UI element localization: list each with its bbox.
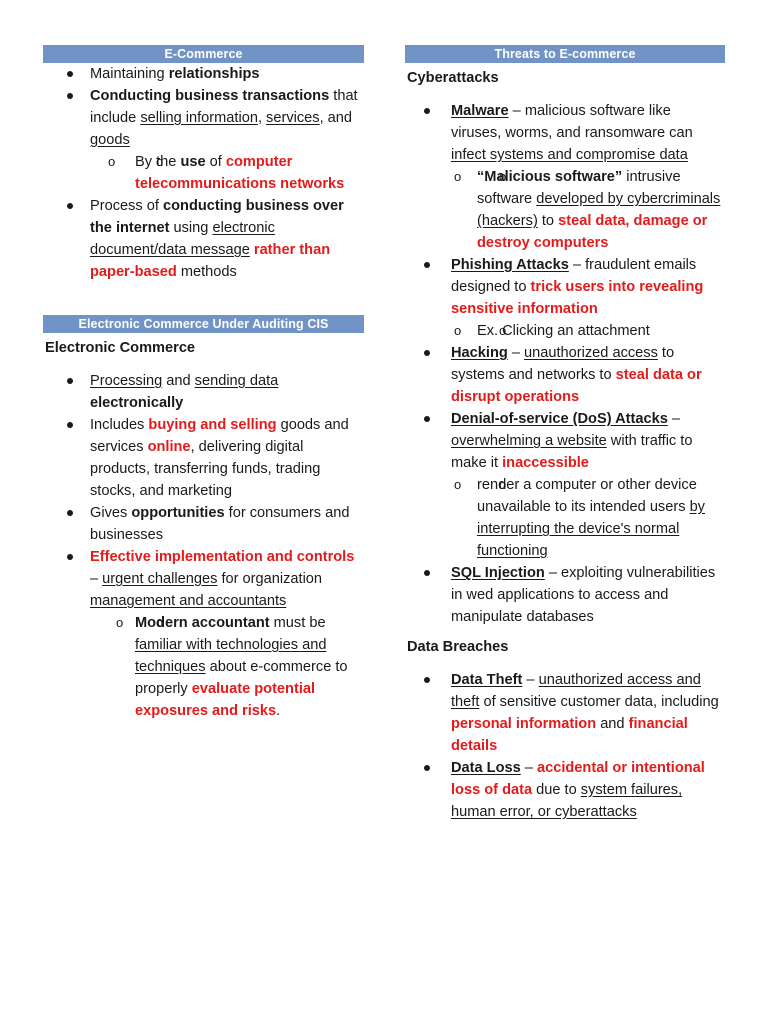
list-item <box>43 370 364 414</box>
text: Data Theft <box>451 672 523 688</box>
list-item <box>43 546 364 722</box>
text: must be <box>269 615 326 631</box>
text: “Malicious software” <box>477 169 623 185</box>
cyberattacks-list <box>405 100 725 628</box>
text: system failures, human error, or cyberattacks <box>451 782 683 820</box>
list-item <box>43 85 364 195</box>
list-item <box>405 342 725 408</box>
heading-data-breaches: Data Breaches <box>407 639 509 655</box>
text: . <box>276 703 281 719</box>
text: developed by cybercriminals (hackers) <box>477 191 721 229</box>
text: – exploiting vulnerabilities in wed applications to access and manipulate databases <box>451 565 716 625</box>
text: and <box>162 373 195 389</box>
text: relationships <box>168 66 260 82</box>
text: electronic document/data message <box>90 220 275 258</box>
list-item <box>43 414 364 502</box>
text: about e-commerce to properly <box>135 659 348 697</box>
text: , <box>257 110 267 126</box>
text: Effective implementation and controls <box>90 549 355 565</box>
e-commerce-list <box>43 63 364 283</box>
left-column <box>43 45 364 722</box>
text: Process of <box>90 198 163 214</box>
text: Ex. Clicking an attachment <box>477 323 650 339</box>
text: inaccessible <box>502 455 589 471</box>
list-item <box>405 757 725 823</box>
text: – malicious software like viruses, worms, and ransomware can <box>451 103 693 141</box>
text: – <box>90 571 103 587</box>
text: due to <box>532 782 581 798</box>
text: Malware <box>451 103 509 119</box>
text: SQL Injection <box>451 565 545 581</box>
text: Gives <box>90 505 132 521</box>
text: , delivering digital products, transferring funds, trading stocks, and marketing <box>90 439 321 499</box>
text: personal information <box>451 716 597 732</box>
text: – fraudulent emails designed to <box>451 257 697 295</box>
list-item <box>43 502 364 546</box>
text: to systems and networks to <box>451 345 675 383</box>
text: sending data <box>194 373 279 389</box>
sub-item <box>90 612 364 722</box>
text: methods <box>176 264 237 280</box>
text: – <box>522 672 539 688</box>
auditing-list <box>43 370 364 722</box>
text: selling information <box>140 110 258 126</box>
sub-item <box>451 474 725 562</box>
list-item <box>405 562 725 628</box>
text: Hacking <box>451 345 508 361</box>
text: with traffic to make it <box>451 433 693 471</box>
sub-bullet-icon: o o <box>454 477 462 492</box>
spacer <box>43 283 364 315</box>
text: steal data or disrupt operations <box>451 367 702 405</box>
text: Conducting business transactions <box>90 88 330 104</box>
text: of sensitive customer data, including <box>479 694 719 710</box>
text: accidental or intentional loss of data <box>451 760 705 798</box>
text: trick users into revealing sensitive information <box>451 279 704 317</box>
spacer <box>43 359 364 370</box>
sub-bullet-icon: o o <box>454 169 462 184</box>
sub-item <box>451 320 725 342</box>
text: Data Loss <box>451 760 521 776</box>
text: – <box>667 411 680 427</box>
text: management and accountants <box>90 593 287 609</box>
text: unauthorized access <box>524 345 658 361</box>
text: Phishing Attacks <box>451 257 569 273</box>
list-item <box>405 100 725 254</box>
list-item <box>405 408 725 562</box>
sub-bullet-icon: o o <box>108 154 116 169</box>
text: evaluate potential exposures and risks <box>135 681 316 719</box>
text: – <box>520 760 537 776</box>
text: unauthorized access and theft <box>451 672 701 710</box>
text: and <box>596 716 629 732</box>
text: electronically <box>90 395 184 411</box>
spacer <box>405 89 725 100</box>
text: Denial-of-service (DoS) Attacks <box>451 411 668 427</box>
list-item <box>405 669 725 757</box>
text: steal data, damage or destroy computers <box>477 213 708 251</box>
list-item <box>405 254 725 342</box>
section-banner-auditing-cis: Electronic Commerce Under Auditing CIS <box>43 315 364 333</box>
text: Processing <box>90 373 163 389</box>
text: for organization <box>217 571 323 587</box>
text: Maintaining <box>90 66 169 82</box>
text: buying and selling <box>148 417 277 433</box>
text: that include <box>90 88 358 126</box>
text: of <box>205 154 226 170</box>
text: services <box>266 110 320 126</box>
text: conducting business over the internet <box>90 198 344 236</box>
text: urgent challenges <box>102 571 218 587</box>
list-item <box>43 63 364 85</box>
list-item <box>43 195 364 283</box>
text: online <box>147 439 191 455</box>
spacer <box>405 658 725 669</box>
right-column <box>405 45 725 823</box>
text: goods <box>90 132 130 148</box>
text: , and <box>319 110 353 126</box>
text: infect systems and compromise data <box>451 147 688 163</box>
text: using <box>169 220 213 236</box>
breaches-list <box>405 669 725 823</box>
sub-item <box>451 166 725 254</box>
text: financial details <box>451 716 688 754</box>
text: to <box>537 213 559 229</box>
text: by interrupting the device's normal functioning <box>477 499 705 559</box>
text: for consumers and businesses <box>90 505 350 543</box>
section-banner-e-commerce: E-Commerce <box>43 45 364 63</box>
text: Modern accountant <box>135 615 270 631</box>
text: goods and services <box>90 417 349 455</box>
text: rather than paper-based <box>90 242 331 280</box>
text: familiar with technologies and techniques <box>135 637 327 675</box>
text: – <box>507 345 525 361</box>
text: render a computer or other device unavailable to its intended users <box>477 477 697 515</box>
text: intrusive software <box>477 169 681 207</box>
text: opportunities <box>131 505 225 521</box>
section-banner-threats: Threats to E-commerce <box>405 45 725 63</box>
text: computer telecommunications networks <box>135 154 345 192</box>
text: use <box>180 154 206 170</box>
text: By the <box>135 154 181 170</box>
sub-item <box>90 151 364 195</box>
heading-electronic-commerce: Electronic Commerce <box>45 340 196 356</box>
text: overwhelming a website <box>451 433 607 449</box>
heading-cyberattacks: Cyberattacks <box>407 70 499 86</box>
sub-bullet-icon: o o <box>116 615 124 630</box>
text: Includes <box>90 417 149 433</box>
sub-bullet-icon: o o <box>454 323 462 338</box>
